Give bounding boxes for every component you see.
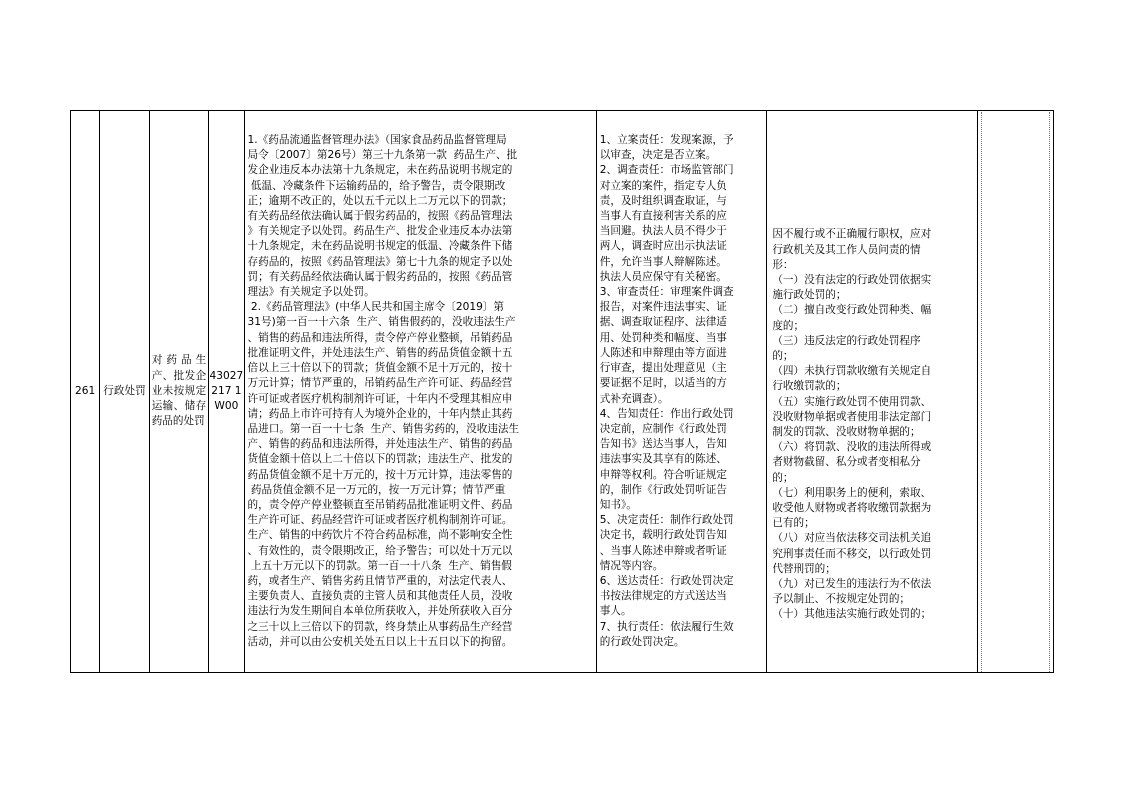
legal-basis-text bbox=[245, 133, 596, 650]
responsibility-line: 两人，调查时应出示执法证 bbox=[599, 240, 727, 253]
responsibility-line: 的，制作《行政处罚听证告 bbox=[599, 483, 727, 496]
legal-basis-line: 生产、销售的中药饮片不符合药品标准，尚不影响安全性 bbox=[247, 529, 513, 542]
accountability-line: （六）将罚款、没收的违法所得或 bbox=[772, 441, 932, 454]
accountability-line: 制发的罚款、没收财物单据的； bbox=[772, 426, 921, 438]
responsibility-line: 2、调查责任：市场监管部门 bbox=[599, 164, 734, 177]
responsibility-line: 书按法律规定的方式送达当 bbox=[599, 590, 727, 603]
item-code-cell bbox=[209, 111, 244, 673]
accountability-line: （三）违反法定的行政处罚程序 bbox=[772, 334, 921, 347]
row-number: 261 bbox=[75, 384, 96, 397]
accountability-line: 行收缴罚款的； bbox=[772, 380, 847, 393]
item-name-cell bbox=[149, 111, 209, 673]
legal-basis-line: 药品货值金额不足一万元的，按一万元计算；情节严重 bbox=[247, 483, 506, 496]
accountability-line: 行政机关及其工作人员问责的情 bbox=[772, 243, 921, 256]
legal-basis-line: 1.《药品流通监督管理办法》（国家食品药品监督管理局 bbox=[247, 134, 507, 147]
responsibility-line: 人陈述和申辩理由等方面进 bbox=[599, 346, 727, 359]
responsibility-line: 据、调查取证程序、法律适 bbox=[599, 316, 727, 329]
table-row bbox=[71, 111, 1054, 673]
accountability-line: 因不履行或不正确履行职权，应对 bbox=[772, 228, 932, 241]
accountability-line: 予以制止、不按规定处罚的； bbox=[772, 593, 911, 606]
item-code-text: 43027217 1W00 bbox=[209, 369, 244, 413]
legal-basis-line: 倍以上三十倍以下的罚款；货值金额不足十万元的，按十 bbox=[247, 362, 513, 375]
responsibility-line: 事人。 bbox=[599, 605, 632, 618]
legal-basis-line: 货值金额十倍以上二十倍以下的罚款；违法生产、批发的 bbox=[247, 453, 513, 466]
legal-basis-line: 存药品的，按照《药品管理法》第七十九条的规定予以处 bbox=[247, 255, 513, 268]
legal-basis-line: 之三十以上三倍以下的罚款，终身禁止从事药品生产经营 bbox=[247, 620, 513, 633]
responsibility-line: 6、送达责任：行政处罚决定 bbox=[599, 574, 734, 587]
legal-basis-line: 主要负责人、直接负责的主管人员和其他责任人员，没收 bbox=[247, 590, 513, 603]
responsibility-line: 情况等内容。 bbox=[599, 559, 664, 572]
responsibility-cell bbox=[596, 111, 767, 673]
legal-basis-line: 的，责令停产停业整顿直至吊销药品批准证明文件、药品 bbox=[247, 498, 513, 511]
accountability-line: （二）擅自改变行政处罚种类、幅 bbox=[772, 304, 932, 317]
legal-basis-cell bbox=[244, 111, 596, 673]
accountability-line: 已有的； bbox=[772, 517, 815, 530]
legal-basis-line: 发企业违反本办法第十九条规定，未在药品说明书规定的 bbox=[247, 164, 513, 177]
legal-basis-line: 活动，并可以由公安机关处五日以上十五日以下的拘留。 bbox=[247, 635, 513, 648]
legal-basis-line: 批准证明文件，并处违法生产、销售的药品货值金额十五 bbox=[247, 346, 513, 359]
responsibility-line: 责，及时组织调查取证，与 bbox=[599, 194, 727, 207]
accountability-line: （五）实施行政处罚不使用罚款、 bbox=[772, 395, 932, 408]
responsibility-line: 对立案的案件，指定专人负 bbox=[599, 179, 727, 192]
legal-basis-line: 》有关规定予以处罚。药品生产、批发企业违反本办法第 bbox=[247, 225, 513, 238]
accountability-line: 代替刑罚的； bbox=[772, 562, 836, 575]
responsibility-line: 3、审查责任：审理案件调查 bbox=[599, 286, 734, 299]
responsibility-line: 当事人有直接利害关系的应 bbox=[599, 210, 727, 223]
accountability-line: （八）对应当依法移交司法机关追 bbox=[772, 532, 932, 545]
legal-basis-line: 低温、冷藏条件下运输药品的，给予警告，责令限期改 bbox=[247, 179, 506, 192]
remarks-cell bbox=[978, 111, 1054, 673]
responsibility-line: 7、执行责任：依法履行生效 bbox=[599, 620, 734, 633]
accountability-cell bbox=[767, 111, 978, 673]
legal-basis-line: 药，或者生产、销售劣药且情节严重的，对法定代表人、 bbox=[247, 574, 513, 587]
responsibility-line: 用、处罚种类和幅度、当事 bbox=[599, 331, 727, 344]
accountability-line: 者财物截留、私分或者变相私分 bbox=[772, 456, 921, 469]
accountability-line: （十）其他违法实施行政处罚的； bbox=[772, 608, 932, 621]
legal-basis-line: 2.《药品管理法》(中华人民共和国主席令〔2019〕第 bbox=[247, 301, 504, 314]
responsibility-line: 报告，对案件违法事实、证 bbox=[599, 301, 727, 314]
legal-basis-line: 有关药品经依法确认属于假劣药品的，按照《药品管理法 bbox=[247, 210, 513, 223]
responsibility-line: 要证据不足时，以适当的方 bbox=[599, 377, 727, 390]
responsibility-line: 1、立案责任：发现案源，予 bbox=[599, 134, 734, 147]
accountability-line: 形： bbox=[772, 258, 794, 271]
responsibility-line: 知书》。 bbox=[599, 498, 637, 511]
legal-basis-line: 上五十万元以下的罚款。第一百一十八条 生产、销售假 bbox=[247, 559, 512, 572]
responsibility-line: 件，允许当事人辩解陈述。 bbox=[599, 255, 727, 268]
accountability-line: 度的； bbox=[772, 319, 805, 332]
remarks-box bbox=[981, 112, 1050, 672]
legal-basis-line: 生产许可证、药品经营许可证或者医疗机构制剂许可证。 bbox=[247, 514, 513, 527]
legal-basis-line: 违法行为发生期间自本单位所获收入，并处所获收入百分 bbox=[247, 605, 513, 618]
legal-basis-line: 十九条规定，未在药品说明书规定的低温、冷藏条件下储 bbox=[247, 240, 513, 253]
responsibility-line: 4、告知责任：作出行政处罚 bbox=[599, 407, 734, 420]
enforcement-table bbox=[70, 110, 1054, 673]
responsibility-line: 执法人员应保守有关秘密。 bbox=[599, 270, 727, 283]
accountability-line: 施行政处罚的； bbox=[772, 289, 847, 302]
legal-basis-line: 、销售的药品和违法所得，责令停产停业整顿，吊销药品 bbox=[247, 331, 513, 344]
accountability-line: 收受他人财物或者将收缴罚款据为 bbox=[772, 502, 932, 515]
responsibility-line: 式补充调查）。 bbox=[599, 392, 669, 405]
legal-basis-line: 万元计算；情节严重的，吊销药品生产许可证、药品经营 bbox=[247, 377, 513, 390]
accountability-line: 的； bbox=[772, 471, 794, 484]
legal-basis-line: 产、销售的药品和违法所得，并处违法生产、销售的药品 bbox=[247, 438, 513, 451]
responsibility-line: 违法事实及其享有的陈述、 bbox=[599, 453, 727, 466]
responsibility-line: 当回避。执法人员不得少于 bbox=[599, 225, 727, 238]
responsibility-text bbox=[597, 133, 767, 650]
accountability-line: （九）对已发生的违法行为不依法 bbox=[772, 578, 932, 591]
legal-basis-line: 理法》有关规定予以处罚。 bbox=[247, 286, 375, 299]
legal-basis-line: 罚；有关药品经依法确认属于假劣药品的，按照《药品管 bbox=[247, 270, 513, 283]
responsibility-line: 决定书，载明行政处罚告知 bbox=[599, 529, 727, 542]
legal-basis-line: 许可证或者医疗机构制剂许可证，十年内不受理其相应申 bbox=[247, 392, 513, 405]
accountability-line: 没收财物单据或者使用非法定部门 bbox=[772, 410, 932, 423]
legal-basis-line: 请；药品上市许可持有人为境外企业的，十年内禁止其药 bbox=[247, 407, 513, 420]
responsibility-line: 告知书》送达当事人，告知 bbox=[599, 438, 727, 451]
legal-basis-line: 药品货值金额不足十万元的，按十万元计算，违法零售的 bbox=[247, 468, 513, 481]
accountability-line: （一）没有法定的行政处罚依据实 bbox=[772, 273, 932, 286]
responsibility-line: 5、决定责任：制作行政处罚 bbox=[599, 514, 734, 527]
legal-basis-line: 31号)第一百一十六条 生产、销售假药的，没收违法生产 bbox=[247, 316, 516, 329]
accountability-text bbox=[767, 160, 977, 622]
legal-basis-line: 、有效性的，责令限期改正，给予警告；可以处十万元以 bbox=[247, 544, 513, 557]
item-name-text: 对药品生产、批发企业未按规定运输、储存药品的处罚 bbox=[151, 354, 207, 428]
accountability-line: 的； bbox=[772, 349, 794, 362]
row-number-cell bbox=[71, 111, 100, 673]
responsibility-line: 的行政处罚决定。 bbox=[599, 635, 685, 648]
responsibility-line: 申辩等权利。符合听证规定 bbox=[599, 468, 727, 481]
category-text: 行政处罚 bbox=[103, 384, 146, 397]
responsibility-line: 以审查，决定是否立案。 bbox=[599, 149, 717, 162]
accountability-line: 究刑事责任而不移交，以行政处罚 bbox=[772, 547, 932, 560]
legal-basis-line: 正；逾期不改正的，处以五千元以上二万元以下的罚款； bbox=[247, 194, 513, 207]
responsibility-line: 行审查，提出处理意见（主 bbox=[599, 362, 727, 375]
legal-basis-line: 品进口。第一百一十七条 生产、销售劣药的，没收违法生 bbox=[247, 422, 520, 435]
accountability-line: （四）未执行罚款收缴有关规定自 bbox=[772, 365, 932, 378]
responsibility-line: 决定前，应制作《行政处罚 bbox=[599, 422, 727, 435]
responsibility-line: 、当事人陈述申辩或者听证 bbox=[599, 544, 727, 557]
legal-basis-line: 局令〔2007〕第26号）第三十九条第一款 药品生产、批 bbox=[247, 149, 518, 162]
category-cell bbox=[100, 111, 149, 673]
accountability-line: （七）利用职务上的便利，索取、 bbox=[772, 486, 932, 499]
